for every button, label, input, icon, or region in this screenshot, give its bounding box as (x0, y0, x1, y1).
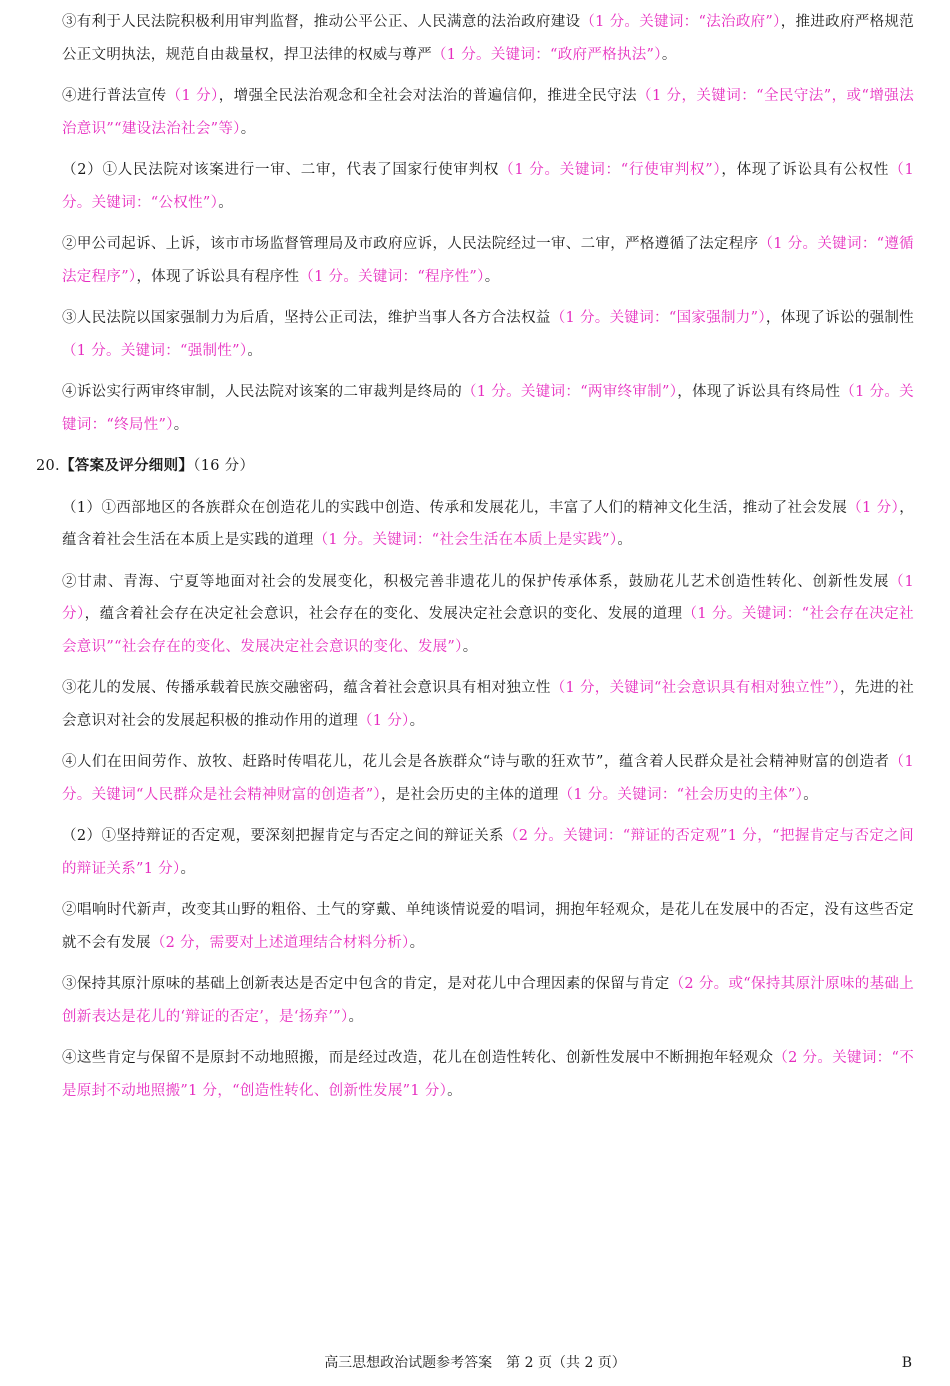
answer-text: ③保持其原汁原味的基础上创新表达是否定中包含的肯定，是对花儿中合理因素的保留与肯定 (62, 976, 670, 992)
scoring-note: （1 分。关键词：“公权性”） (62, 162, 914, 211)
answer-paragraph (0, 746, 950, 811)
scoring-note: （1 分。关键词：“行使审判权”） (499, 162, 722, 178)
answer-paragraph (0, 80, 950, 145)
answer-text: 。 (617, 532, 633, 548)
scoring-note: （1 分。关键词：“社会生活在本质上是实践”） (313, 532, 618, 548)
scoring-note: （1 分。关键词：“两审终审制”） (462, 384, 678, 400)
scoring-note: （1 分。关键词：“终局性”） (62, 384, 914, 433)
scoring-note: （1 分） (166, 88, 219, 104)
answer-text: ③人民法院以国家强制力为后盾，坚持公正司法，维护当事人各方合法权益 (62, 310, 551, 326)
answer-paragraph (0, 492, 950, 557)
answer-text: 。 (240, 120, 256, 137)
scoring-note: （2 分。或“保持其原汁原味的基础上创新表达是花儿的‘辩证的否定’，是‘扬弃’”） (62, 976, 915, 1025)
answer-paragraph (0, 228, 950, 293)
scoring-note: （1 分。关键词：“强制性”） (62, 342, 248, 359)
answer-text: （16 分） (193, 458, 255, 474)
page-footer (0, 1351, 950, 1375)
question-title: 【答案及评分细则】 (59, 457, 194, 474)
scoring-note: （1 分） (847, 499, 900, 516)
scoring-note: （1 分。关键词：“遵循法定程序”） (62, 236, 914, 285)
answer-text: 。 (348, 1008, 364, 1025)
answer-text: ，体现了诉讼的强制性 (765, 310, 914, 326)
answer-text: ②唱响时代新声，改变其山野的粗俗、土气的穿戴、单纯谈情说爱的唱词，拥抱年轻观众，是花儿在发展中的否定，没有这些否定就不会有发展 (62, 902, 914, 951)
scoring-note: （1 分。关键词：“社会存在决定社会意识”“社会存在的变化、发展决定社会意识的变化、发展”） (62, 606, 914, 655)
answer-text: 。 (803, 786, 819, 803)
answer-text: 。 (484, 268, 500, 285)
answer-paragraph (0, 1042, 950, 1107)
answer-text: ，体现了诉讼具有程序性 (136, 268, 300, 285)
scoring-note: （2 分，需要对上述道理结合材料分析） (150, 934, 410, 951)
scoring-note: （1 分） (358, 712, 410, 729)
answer-text: ②甲公司起诉、上诉，该市市场监督管理局及市政府应诉，人民法院经过一审、二审，严格遵循了法定程序 (62, 236, 759, 252)
answer-text: ③有利于人民法院积极利用审判监督，推动公平公正、人民满意的法治政府建设 (62, 14, 581, 30)
answer-paragraph (0, 154, 950, 219)
answer-text: 。 (173, 416, 189, 433)
answer-text: （2）①人民法院对该案进行一审、二审，代表了国家行使审判权 (62, 162, 500, 178)
answer-text: 。 (247, 342, 263, 359)
scoring-note: （1 分。关键词：“国家强制力”） (550, 310, 766, 326)
answer-paragraph (0, 6, 950, 71)
answer-paragraph (0, 376, 950, 441)
answer-text: ，体现了诉讼具有终局性 (677, 384, 841, 400)
answer-paragraph (0, 566, 950, 664)
answer-paragraph (0, 820, 950, 885)
answer-body (0, 6, 950, 1116)
answer-text: 。 (409, 934, 425, 951)
answer-text: ②甘肃、青海、宁夏等地面对社会的发展变化，积极完善非遗花儿的保护传承体系，鼓励花儿艺术创造性转化、创新性发展 (62, 573, 890, 590)
answer-paragraph (0, 302, 950, 367)
scoring-note: （1 分。关键词：“社会历史的主体”） (558, 786, 804, 803)
answer-text: ④进行普法宣传 (62, 88, 167, 104)
answer-paragraph (0, 672, 950, 737)
scoring-note: （1 分，关键词“社会意识具有相对独立性”） (550, 680, 840, 696)
answer-text: ，蕴含着社会生活在本质上是实践的道理 (62, 499, 914, 548)
answer-text: （2）①坚持辩证的否定观，要深刻把握肯定与否定之间的辩证关系 (62, 828, 504, 844)
answer-text: 。 (218, 194, 233, 211)
answer-paragraph (0, 894, 950, 959)
answer-text: ，推进政府严格规范公正文明执法，规范自由裁量权，捍卫法律的权威与尊严 (62, 14, 914, 63)
question-heading (0, 450, 950, 483)
scoring-note: （2 分。关键词：“辩证的否定观”1 分，“把握肯定与否定之间的辩证关系”1 分） (62, 828, 914, 877)
answer-text: 。 (661, 46, 677, 63)
scoring-note: （2 分。关键词：“不是原封不动地照搬”1 分，“创造性转化、创新性发展”1 分） (62, 1050, 914, 1099)
answer-text: 。 (409, 712, 425, 729)
scoring-note: （1 分。关键词：“政府严格执法”） (432, 46, 662, 63)
answer-paragraph (0, 968, 950, 1033)
scoring-note: （1 分。关键词：“法治政府”） (580, 14, 781, 30)
answer-text: ，体现了诉讼具有公权性 (721, 162, 890, 178)
answer-text: 。 (447, 1082, 462, 1099)
scoring-note: （1 分。关键词“人民群众是社会精神财富的创造者”） (62, 754, 914, 803)
answer-text: ，增强全民法治观念和全社会对法治的普遍信仰，推进全民守法 (218, 88, 637, 104)
answer-text: ④这些肯定与保留不是原封不动地照搬，而是经过改造，花儿在创造性转化、创新性发展中不断拥抱年轻观众 (62, 1050, 774, 1066)
scoring-note: （1 分，关键词：“全民守法”，或“增强法治意识”“建设法治社会”等） (62, 88, 914, 137)
footer-version-mark: B (901, 1355, 912, 1371)
answer-text: ，先进的社会意识对社会的发展起积极的推动作用的道理 (62, 680, 914, 729)
answer-text: ④诉讼实行两审终审制，人民法院对该案的二审裁判是终局的 (62, 384, 463, 400)
answer-text: ，蕴含着社会存在决定社会意识，社会存在的变化、发展决定社会意识的变化、发展的道理 (84, 606, 683, 622)
answer-text: ③花儿的发展、传播承载着民族交融密码，蕴含着社会意识具有相对独立性 (62, 680, 551, 696)
footer-page-info: 高三思想政治试题参考答案 第 2 页（共 2 页） (324, 1355, 626, 1371)
scoring-note: （1 分。关键词：“程序性”） (299, 268, 485, 285)
answer-text: ，是社会历史的主体的道理 (380, 786, 559, 803)
answer-text: 。 (180, 860, 196, 877)
answer-text: （1）①西部地区的各族群众在创造花儿的实践中创造、传承和发展花儿，丰富了人们的精神文化生活，推动了社会发展 (62, 499, 848, 516)
answer-text: 20. (36, 458, 60, 474)
scoring-note: （1 分） (62, 573, 914, 622)
answer-text: 。 (462, 638, 478, 655)
answer-text: ④人们在田间劳作、放牧、赶路时传唱花儿，花儿会是各族群众“诗与歌的狂欢节”，蕴含着人民群众是社会精神财富的创造者 (62, 754, 890, 770)
